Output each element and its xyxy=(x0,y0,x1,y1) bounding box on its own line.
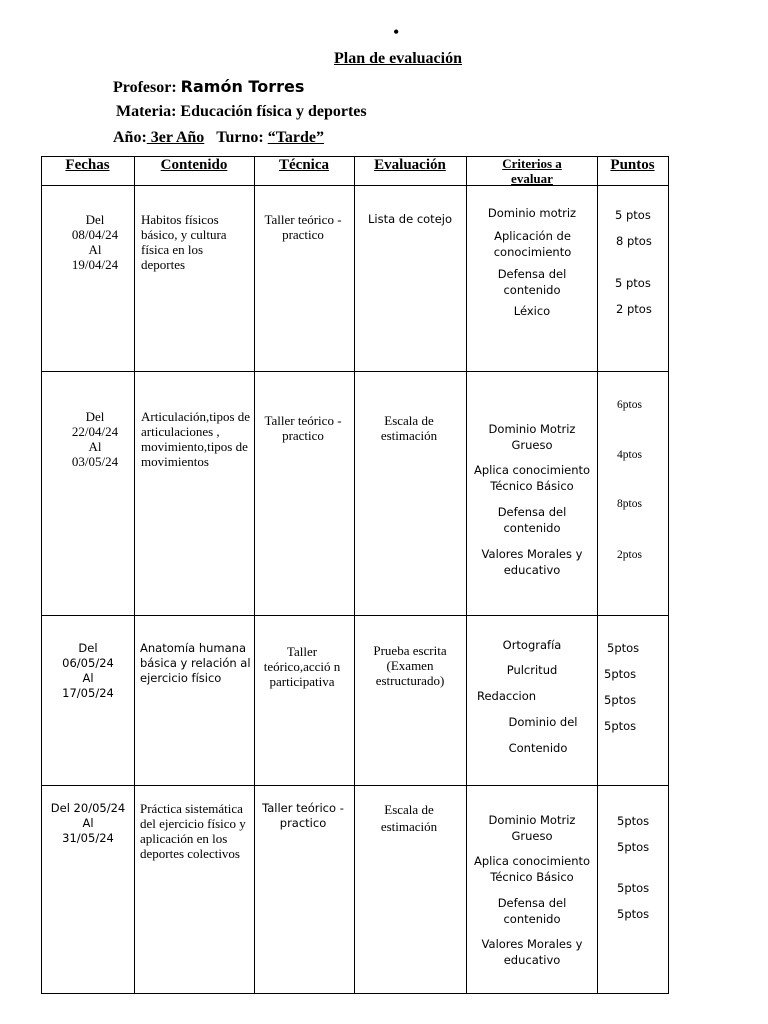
header-tecnica: Técnica xyxy=(279,157,329,173)
criterio-item: Contenido xyxy=(508,741,568,755)
criterio-item: Aplica conocimiento Técnico Básico xyxy=(473,854,591,884)
cell-fecha: Del 06/05/24 Al 17/05/24 xyxy=(62,641,114,700)
puntos-value: 5ptos xyxy=(607,641,640,655)
criterio-item: Dominio del xyxy=(508,715,578,729)
header-criterios: Criterios a evaluar xyxy=(502,156,562,186)
profesor-label: Profesor: xyxy=(113,79,177,96)
col-divider xyxy=(466,156,467,994)
puntos-value: 5ptos xyxy=(604,719,637,733)
profesor-name: Ramón Torres xyxy=(180,77,305,96)
criterio-item: Aplicación de conocimiento xyxy=(493,229,572,259)
cell-contenido: Habitos físicos básico, y cultura física en los deportes xyxy=(141,212,227,272)
document-title: Plan de evaluación xyxy=(333,50,462,67)
cell-fecha: Del 20/05/24 Al 31/05/24 xyxy=(50,801,126,845)
puntos-value: 8 ptos xyxy=(616,234,652,248)
criterio-item: Valores Morales y educativo xyxy=(481,937,583,967)
cell-contenido: Práctica sistemática del ejercicio físico y aplicación en los deportes colectivos xyxy=(140,801,246,861)
row-divider xyxy=(41,785,669,786)
cell-evaluacion: Escala de estimación xyxy=(380,802,438,834)
criterio-item: Valores Morales y educativo xyxy=(481,547,583,577)
criterio-item: Léxico xyxy=(513,304,551,318)
criterio-item: Dominio motriz xyxy=(487,206,577,220)
materia-label: Materia: xyxy=(116,103,177,120)
puntos-value: 5ptos xyxy=(604,693,637,707)
turno-label: Turno: xyxy=(216,129,264,146)
criterio-item: Dominio Motriz Grueso xyxy=(488,813,576,843)
puntos-value: 8ptos xyxy=(617,498,642,510)
criterio-item: Defensa del contenido xyxy=(497,505,567,535)
materia-value: Educación física y deportes xyxy=(180,103,367,120)
header-fechas: Fechas xyxy=(65,157,110,173)
table-border-bottom xyxy=(41,993,669,994)
cell-tecnica: Taller teórico,acció n participativa xyxy=(263,644,341,689)
profesor-line xyxy=(113,77,304,97)
header-puntos: Puntos xyxy=(610,157,655,173)
table-border-right xyxy=(668,156,669,994)
puntos-value: 4ptos xyxy=(617,449,642,461)
puntos-value: 5ptos xyxy=(617,881,650,895)
cell-contenido: Anatomía humana básica y relación al ejercicio físico xyxy=(140,641,251,685)
puntos-value: 5ptos xyxy=(617,907,650,921)
row-divider xyxy=(41,615,669,616)
criterio-item: Ortografía xyxy=(502,638,562,652)
puntos-value: 5ptos xyxy=(617,840,650,854)
col-divider xyxy=(597,156,598,994)
header-contenido: Contenido xyxy=(160,157,228,173)
materia-line xyxy=(116,103,367,121)
criterio-item: Pulcritud xyxy=(506,663,558,677)
criterio-item: Aplica conocimiento Técnico Básico xyxy=(473,463,591,493)
header-evaluacion: Evaluación xyxy=(374,157,446,173)
cell-evaluacion: Lista de cotejo xyxy=(367,212,452,226)
anio-turno-line xyxy=(113,129,324,147)
cell-tecnica: Taller teórico - practico xyxy=(262,801,344,830)
criterio-item: Redaccion xyxy=(477,689,537,703)
bullet-mark: • xyxy=(393,22,400,42)
anio-value: 3er Año xyxy=(146,129,205,146)
puntos-value: 2 ptos xyxy=(616,302,652,316)
cell-contenido: Articulación,tipos de articulaciones , movimiento,tipos de movimientos xyxy=(141,409,251,469)
puntos-value: 5 ptos xyxy=(615,276,651,290)
cell-evaluacion: Prueba escrita (Examen estructurado) xyxy=(373,643,447,688)
row-divider xyxy=(41,185,669,186)
cell-tecnica: Taller teórico -practico xyxy=(264,212,342,242)
cell-fecha: Del 08/04/24 Al 19/04/24 xyxy=(71,212,119,272)
criterio-item: Dominio Motriz Grueso xyxy=(488,422,576,452)
cell-evaluacion: Escala de estimación xyxy=(380,413,438,443)
table-border-left xyxy=(41,156,42,994)
puntos-value: 5ptos xyxy=(604,667,637,681)
criterio-item: Defensa del contenido xyxy=(497,267,567,297)
puntos-value: 6ptos xyxy=(617,399,642,411)
col-divider xyxy=(134,156,135,994)
col-divider xyxy=(254,156,255,994)
puntos-value: 2ptos xyxy=(617,549,642,561)
col-divider xyxy=(354,156,355,994)
cell-tecnica: Taller teórico -practico xyxy=(264,413,342,443)
row-divider xyxy=(41,371,669,372)
turno-value: “Tarde” xyxy=(267,129,325,146)
puntos-value: 5ptos xyxy=(617,814,650,828)
cell-fecha: Del 22/04/24 Al 03/05/24 xyxy=(71,409,119,469)
puntos-value: 5 ptos xyxy=(615,208,651,222)
anio-label: Año: xyxy=(113,129,147,146)
criterio-item: Defensa del contenido xyxy=(497,896,567,926)
